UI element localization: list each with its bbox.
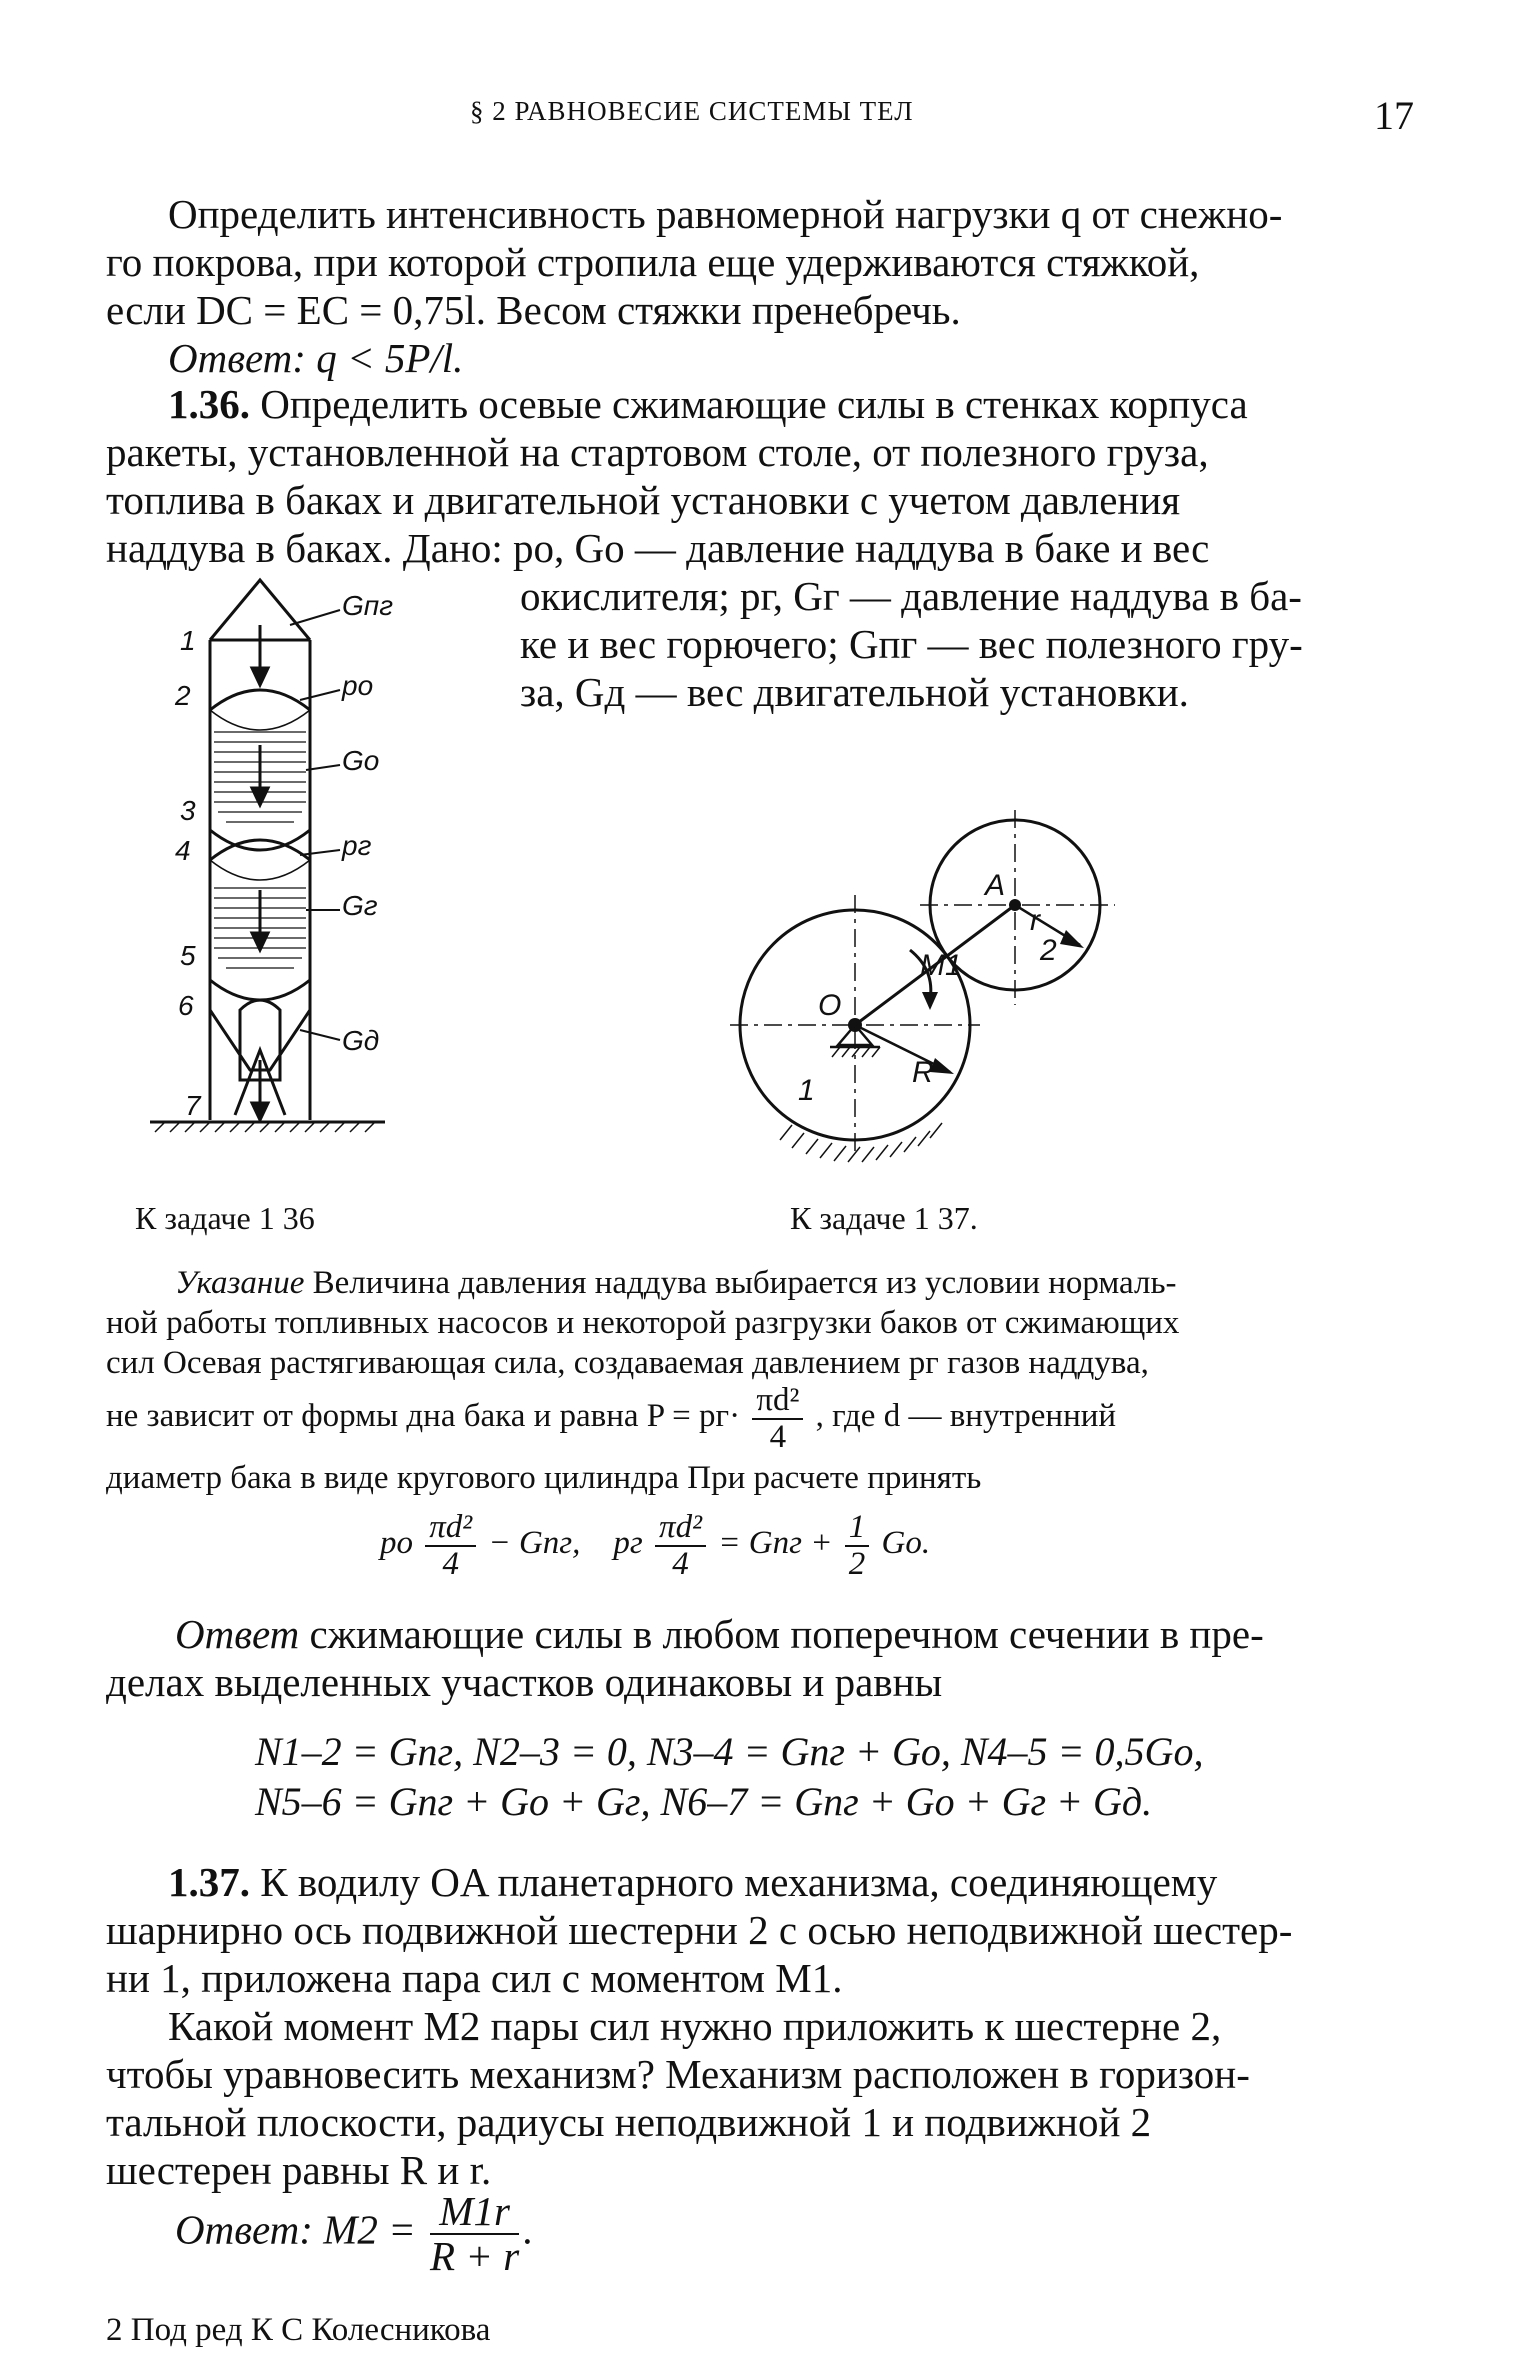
p135-line1: Определить интенсивность равномерной нагрузки q от снежно-	[168, 191, 1283, 237]
p135-line2: го покрова, при которой стропила еще удерживаются стяжкой,	[106, 239, 1200, 285]
running-header: § 2 РАВНОВЕСИЕ СИСТЕМЫ ТЕЛ	[470, 96, 914, 126]
p136-eq2: N5–6 = Gпг + Gо + Gг, N6–7 = Gпг + Gо + Gг + Gд.	[255, 1779, 1153, 1824]
label-pg: pг	[342, 830, 372, 861]
p137-line4: Какой момент M2 пары сил нужно приложить к шестерне 2,	[168, 2003, 1222, 2049]
caption-137: К задаче 1 37.	[790, 1200, 978, 1236]
p136-text1: Определить осевые сжимающие силы в стенках корпуса	[260, 381, 1248, 427]
label-gear-1: 1	[798, 1074, 815, 1107]
rocket-figure	[140, 570, 440, 1170]
p136-line6: ке и вес горючего; Gпг — вес полезного гру-	[520, 621, 1303, 667]
p136-line5: окислителя; pг, Gг — давление наддува в ба-	[520, 573, 1302, 619]
footer-note: 2 Под ред К С Колесникова	[106, 2312, 491, 2348]
label-r: r	[1030, 904, 1040, 937]
label-gd: Gд	[342, 1025, 380, 1056]
p137-line3: ни 1, приложена пара сил с моментом M1.	[106, 1955, 843, 2001]
p137-line2: шарнирно ось подвижной шестерни 2 с осью неподвижной шестер-	[106, 1907, 1293, 1953]
p137-line5: чтобы уравновесить механизм? Механизм расположен в горизон-	[106, 2051, 1250, 2097]
hint-line3: сил Осевая растягивающая сила, создаваемая давлением pг газов наддува,	[106, 1345, 1149, 1381]
label-M1: M1	[920, 949, 962, 982]
p135-answer	[168, 334, 463, 382]
p136-line3: топлива в баках и двигательной установки с учетом давления	[106, 477, 1181, 523]
label-go: Gо	[342, 745, 380, 776]
hint-line5: диаметр бака в виде кругового цилиндра При расчете принять	[106, 1460, 982, 1496]
p136-line4: наддува в баках. Дано: pо, Gо — давление наддува в баке и вес	[106, 525, 1210, 571]
p136-line2: ракеты, установленной на стартовом столе, от полезного груза,	[106, 429, 1209, 475]
label-gear-2: 2	[1040, 934, 1057, 967]
p136-answer-line1: Ответ сжимающие силы в любом поперечном сечении в пре-	[175, 1611, 1264, 1657]
rocket-section-7: 7	[185, 1090, 201, 1121]
p136-answer-line2: делах выделенных участков одинаковы и равны	[106, 1659, 943, 1705]
answer-value: q < 5P/l.	[316, 335, 464, 381]
p137-answer: Ответ: M2 = $\frac{M1r}{R + r}$ .	[175, 2188, 534, 2280]
problem-number: 1.36.	[168, 381, 250, 427]
label-po: pо	[342, 670, 374, 701]
p136-line7: за, Gд — вес двигательной установки.	[520, 669, 1189, 715]
answer-fraction: $\frac{M1r}{R + r}$	[430, 2188, 520, 2280]
hint-formula: pо $\frac{\text{πd²}}{4}$ − Gпг, pг $\frac{\text{πd²}}{4}$ = Gпг + $\frac{1}{2}$ Gо.	[380, 1509, 931, 1582]
p137-line6: тальной плоскости, радиусы неподвижной 1 и подвижной 2	[106, 2099, 1152, 2145]
hint-line4: не зависит от формы дна бака и равна P = pг· $\frac{\text{πd²}}{4}$ , где d — внутренний	[106, 1382, 1117, 1455]
label-O: O	[818, 989, 842, 1022]
label-A: A	[985, 869, 1006, 902]
rocket-section-1: 1	[180, 625, 196, 656]
p137-line7: шестерен равны R и r.	[106, 2147, 492, 2193]
rocket-section-4: 4	[175, 835, 191, 866]
answer-label: Ответ	[175, 1611, 300, 1657]
p137-line1: 1.37. К водилу OA планетарного механизма, соединяющему	[168, 1859, 1218, 1905]
page-number: 17	[1374, 93, 1414, 138]
fraction-pid2-4: $\frac{\text{πd²}}{4}$	[752, 1383, 803, 1454]
p135-line3: если DC = EC = 0,75l. Весом стяжки пренебречь.	[106, 287, 961, 333]
caption-136: К задаче 1 36	[135, 1200, 315, 1236]
hint-label: Указание	[175, 1265, 305, 1301]
label-R: R	[912, 1056, 934, 1089]
problem-number: 1.37.	[168, 1859, 250, 1905]
rocket-section-5: 5	[180, 940, 196, 971]
p136-line1	[168, 380, 1248, 428]
hint-line1: Указание Величина давления наддува выбирается из условии нормаль-	[175, 1265, 1177, 1301]
label-gpg: Gпг	[342, 590, 393, 621]
p136-eq1: N1–2 = Gпг, N2–3 = 0, N3–4 = Gпг + Gо, N4–5 = 0,5Gо,	[255, 1729, 1204, 1774]
label-gg: Gг	[342, 890, 378, 921]
rocket-section-2: 2	[175, 680, 191, 711]
hint-line2: ной работы топливных насосов и некоторой разгрузки баков от сжимающих	[106, 1305, 1180, 1341]
planetary-figure	[730, 800, 1160, 1180]
tank-top-oxidizer	[210, 690, 310, 710]
answer-label: Ответ:	[168, 335, 306, 381]
rocket-section-3: 3	[180, 795, 196, 826]
rocket-section-6: 6	[178, 990, 194, 1021]
answer-label: Ответ:	[175, 2206, 313, 2253]
